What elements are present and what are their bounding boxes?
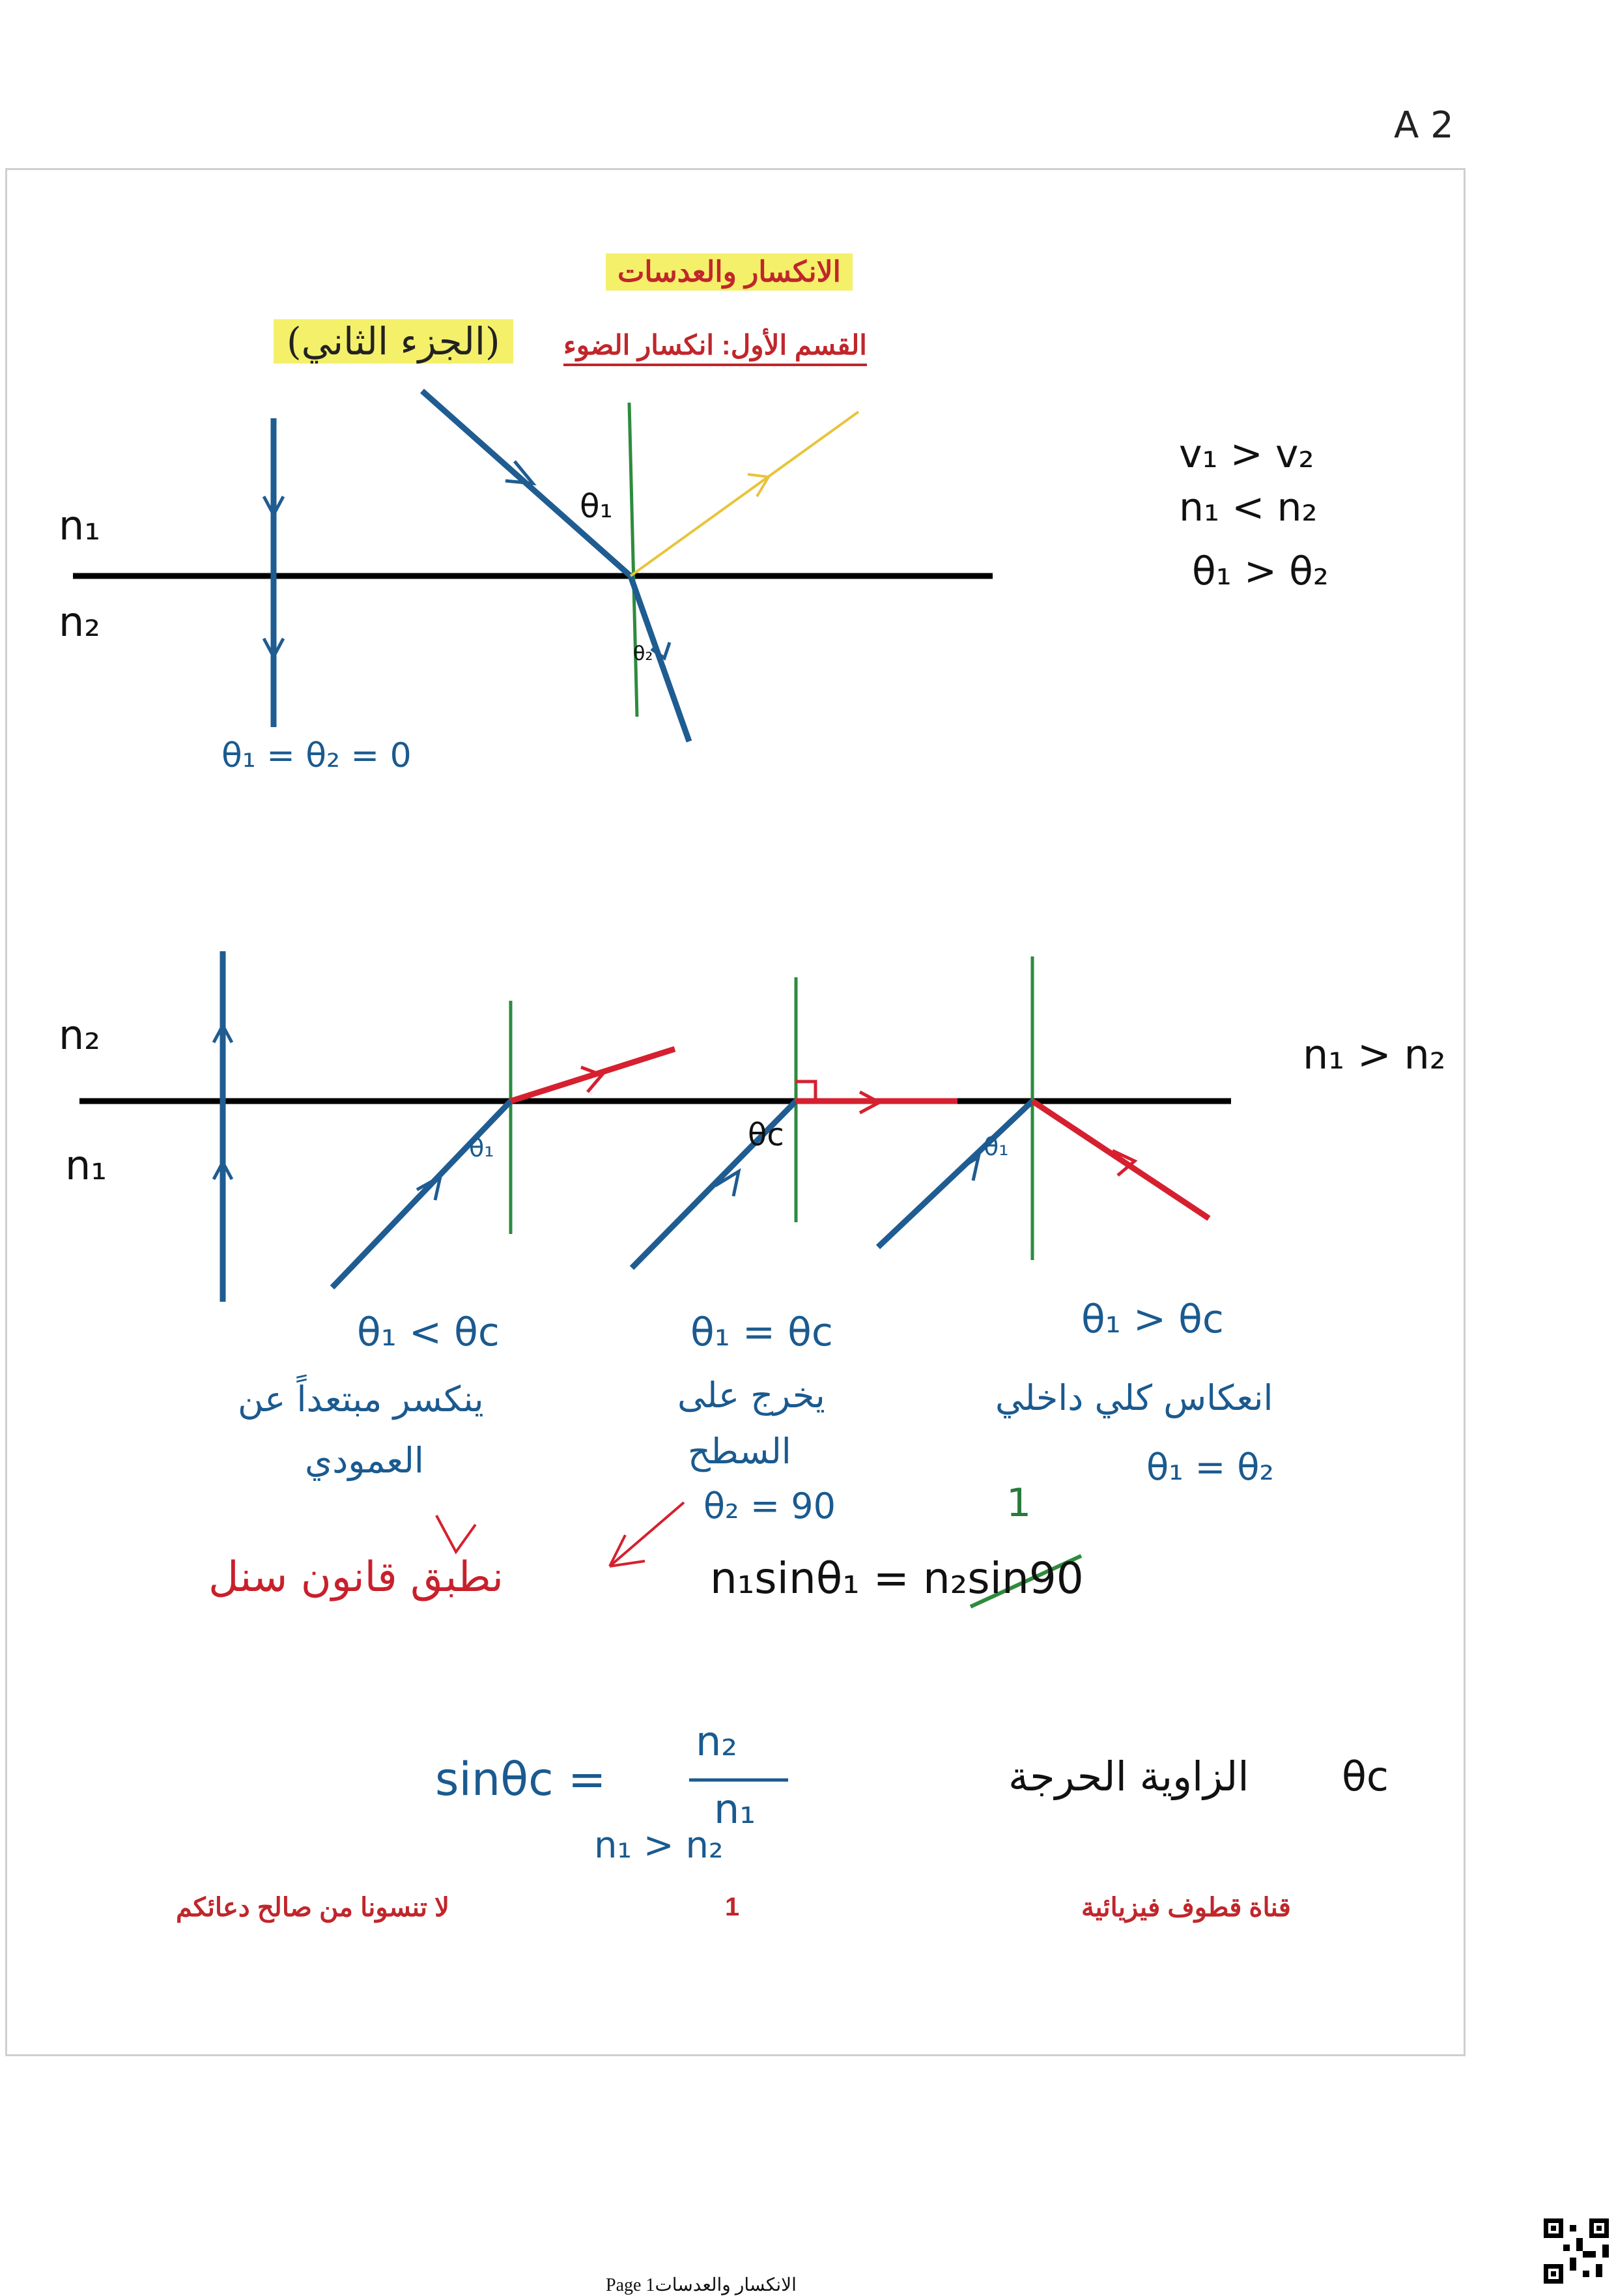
theta-c-label: θc <box>748 1117 784 1153</box>
theta1-case3: θ₁ <box>984 1132 1009 1161</box>
theta2-label: θ₂ <box>633 642 653 665</box>
page-label: A 2 <box>1394 104 1454 147</box>
critical-angle-label: الزاوية الحرجة <box>1008 1753 1249 1800</box>
case1-line1: ينكسر مبتعداً عن <box>238 1379 484 1420</box>
page-footer: Page 1الانكسار والعدسات <box>606 2275 797 2295</box>
angle-relation-1: θ₁ > θ₂ <box>1192 549 1329 594</box>
incident-ray-2c <box>878 1101 1032 1247</box>
normal-incidence-note: θ₁ = θ₂ = 0 <box>221 736 412 775</box>
critical-condition: n₁ > n₂ <box>594 1824 724 1867</box>
case2-line3: θ₂ = 90 <box>703 1485 836 1527</box>
case1-condition: θ₁ < θc <box>357 1310 500 1355</box>
case2-condition: θ₁ = θc <box>690 1310 833 1355</box>
case2-line1: يخرج على <box>677 1375 825 1416</box>
index-relation-2: n₁ > n₂ <box>1303 1031 1446 1078</box>
n1-label-top: n₁ <box>59 502 101 549</box>
case2-line2: السطح <box>688 1431 791 1472</box>
critical-denominator: n₁ <box>714 1785 756 1833</box>
section-title: القسم الأول: انكسار الضوء <box>563 329 867 366</box>
part-label: (الجزء الثاني) <box>274 319 513 364</box>
refracted-ray-2a <box>511 1049 675 1101</box>
normal-line-1 <box>629 403 637 717</box>
document-title-text: الانكسار والعدسات <box>606 253 853 291</box>
reflected-ray-1 <box>631 412 858 576</box>
incident-ray-2a <box>332 1101 511 1287</box>
n1-label-bottom: n₁ <box>65 1141 107 1189</box>
n2-label-top: n₂ <box>59 1011 101 1059</box>
critical-numerator: n₂ <box>696 1717 738 1765</box>
theta1-label: θ₁ <box>580 487 613 525</box>
qr-code-icon <box>1544 2218 1609 2284</box>
velocity-relation: v₁ > v₂ <box>1179 431 1314 477</box>
case1-line2: العمودي <box>305 1440 424 1481</box>
n2-label-bottom: n₂ <box>59 598 101 646</box>
pointer-arrow-right <box>610 1502 684 1566</box>
index-relation-1: n₁ < n₂ <box>1179 485 1318 530</box>
footer-page-number: 1 <box>725 1893 740 1921</box>
case3-line2: θ₁ = θ₂ <box>1146 1446 1274 1489</box>
reflected-ray-2c <box>1032 1101 1209 1218</box>
critical-angle-symbol: θc <box>1342 1753 1389 1800</box>
critical-formula-lhs: sinθc = <box>435 1753 606 1806</box>
case3-line1: انعكاس كلي داخلي <box>995 1377 1273 1418</box>
theta1-case1: θ₁ <box>469 1134 494 1162</box>
footer-left-text: لا تنسونا من صالح دعائكم <box>176 1893 449 1922</box>
snell-note: نطبق قانون سنل <box>208 1553 504 1601</box>
snell-equation: n₁sinθ₁ = n₂sin90 <box>710 1553 1084 1603</box>
pointer-arrow-left <box>436 1515 475 1552</box>
tick-mark: 1 <box>1006 1480 1032 1526</box>
case3-condition: θ₁ > θc <box>1081 1297 1224 1342</box>
footer-right-text: قناة قطوف فيزيائية <box>1081 1893 1291 1922</box>
